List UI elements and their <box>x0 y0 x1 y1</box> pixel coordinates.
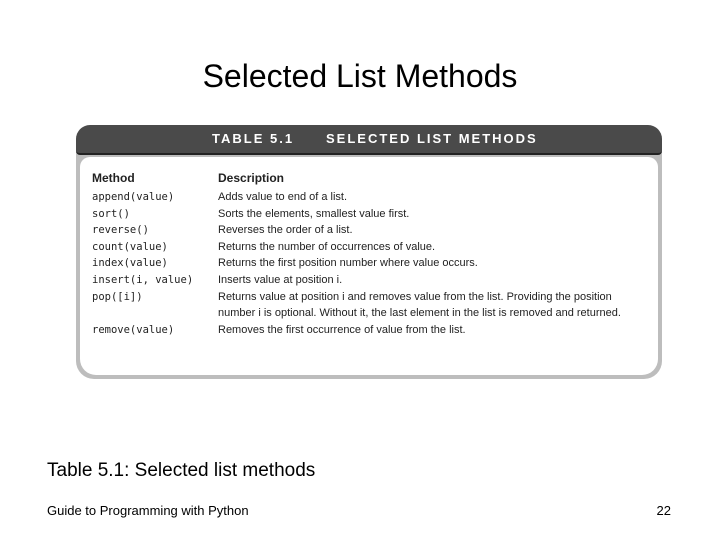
table-row <box>80 239 658 256</box>
method-name: insert(i, value) <box>92 273 194 286</box>
method-name: reverse() <box>92 224 149 237</box>
footer-course-title: Guide to Programming with Python <box>47 503 249 518</box>
method-column-header: Method <box>92 171 135 185</box>
method-name: index(value) <box>92 257 168 270</box>
description-column-header: Description <box>218 171 285 185</box>
method-description: Reverses the order of a list. <box>218 224 353 237</box>
method-name: sort() <box>92 207 130 220</box>
method-description: Returns the number of occurrences of value. <box>218 240 436 253</box>
method-description: Inserts value at position i. <box>218 273 343 286</box>
table-row <box>80 206 658 223</box>
table-header <box>76 125 662 155</box>
method-name: count(value) <box>92 240 168 253</box>
table-caption: Table 5.1: Selected list methods <box>47 460 316 481</box>
table-row <box>80 322 658 339</box>
method-name: remove(value) <box>92 323 175 336</box>
method-description: Removes the first occurrence of value from the list. <box>218 323 466 336</box>
table-row <box>80 222 658 239</box>
table-name: SELECTED LIST METHODS <box>326 131 538 146</box>
method-description: Adds value to end of a list. <box>218 191 348 203</box>
method-name: append(value) <box>92 191 175 203</box>
slide-title: Selected List Methods <box>202 58 518 94</box>
table-row <box>80 289 658 322</box>
table-panel <box>76 125 662 379</box>
method-rows <box>80 189 658 338</box>
method-description: Sorts the elements, smallest value first. <box>218 207 410 220</box>
table-number: TABLE 5.1 <box>212 131 295 146</box>
table-row <box>80 189 658 206</box>
table-body <box>80 157 658 375</box>
method-description: Returns value at position i and removes value from the list. Providing the position number i is optional. Without it, the last element in the list is removed and returned. <box>218 290 621 320</box>
page-number: 22 <box>656 503 671 518</box>
table-row <box>80 272 658 289</box>
method-name: pop([i]) <box>92 290 143 303</box>
table-row <box>80 255 658 272</box>
method-description: Returns the first position number where value occurs. <box>218 257 478 270</box>
